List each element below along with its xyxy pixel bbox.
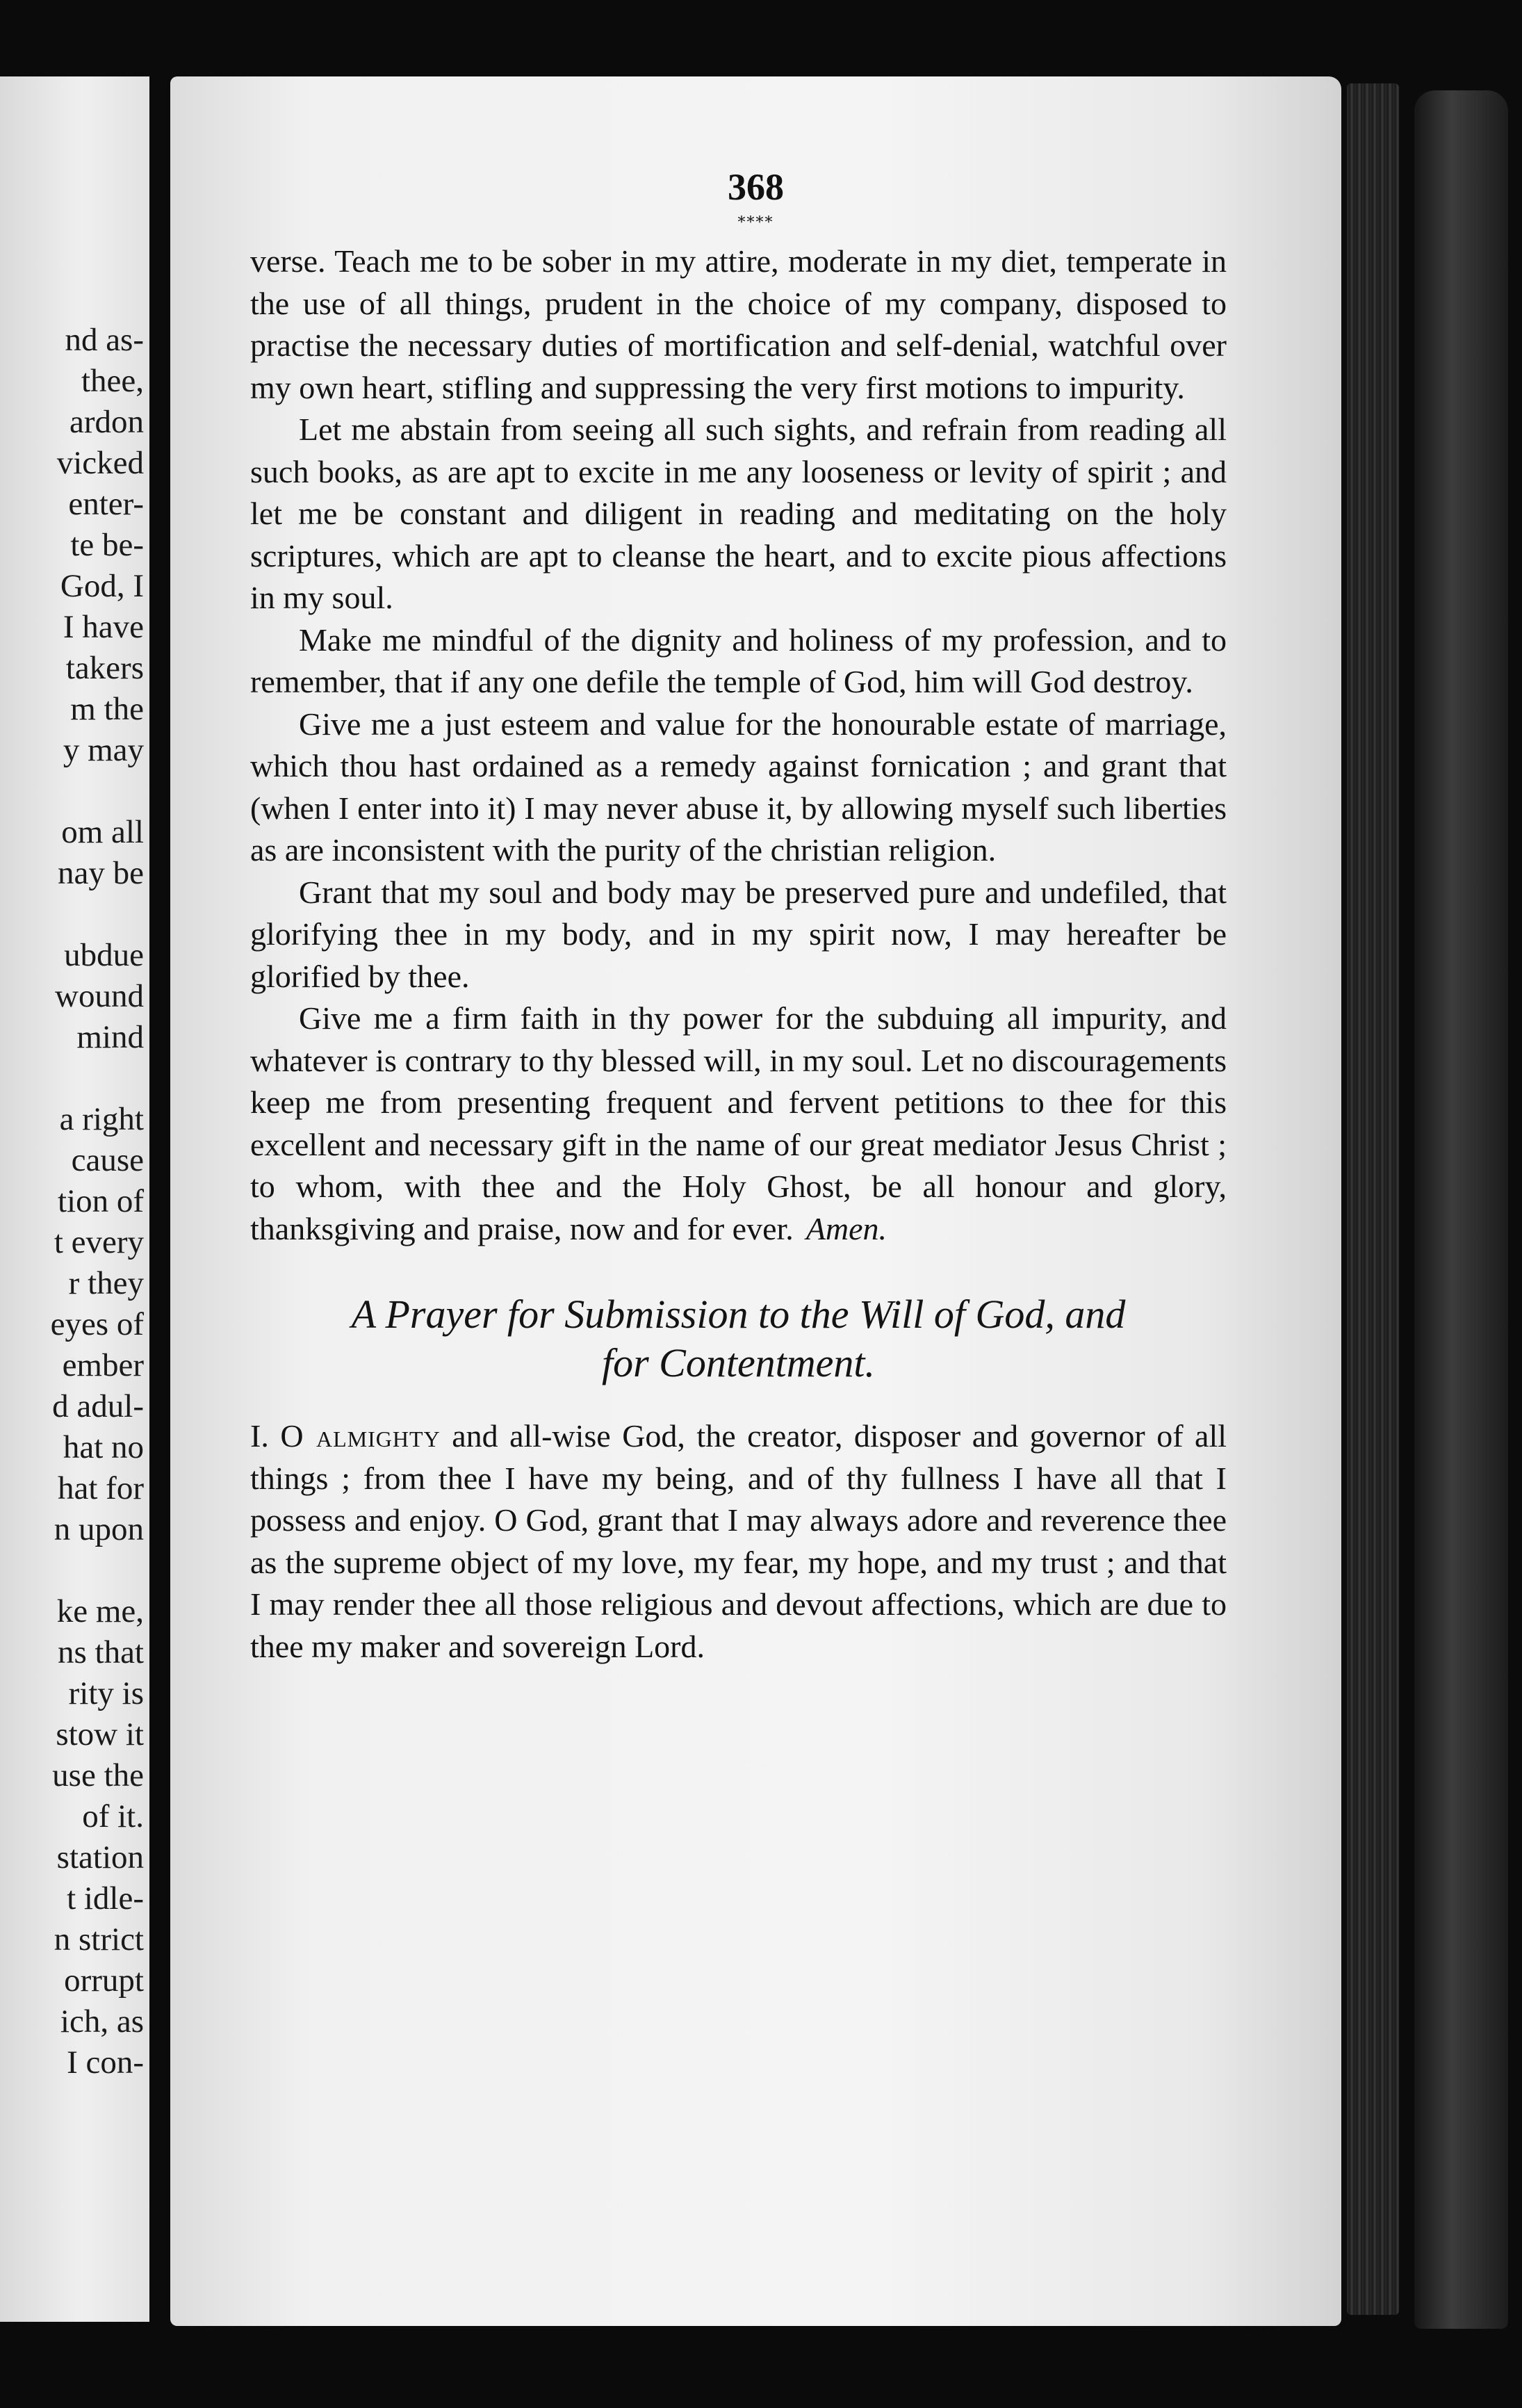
left-page-line (1, 894, 144, 935)
left-page-line: stow it (56, 1716, 144, 1752)
left-page-line: nd as- (65, 322, 144, 358)
page-ornament: **** (737, 214, 774, 231)
left-page-line: I con- (67, 2044, 144, 2081)
left-page-line (1, 1058, 144, 1099)
heading-line-1: A Prayer for Submission to the Will of God, and (351, 1292, 1126, 1337)
left-page-line: God, I (60, 568, 144, 604)
prayer-paragraph (250, 1415, 1227, 1668)
left-page-line: cause (71, 1142, 144, 1178)
left-page-line: m the (70, 691, 144, 727)
left-page-line: I have (63, 609, 144, 645)
left-page-line: r they (68, 1265, 144, 1301)
left-page-line: d adul- (52, 1388, 144, 1424)
left-page-line: use the (52, 1757, 144, 1793)
page-number: 368 (728, 166, 784, 208)
left-page-line: ns that (57, 1634, 144, 1670)
left-page-line: eyes of (50, 1306, 144, 1342)
left-page-line: station (56, 1839, 144, 1876)
left-page-line: t idle- (67, 1880, 144, 1917)
left-page-line: ke me, (56, 1593, 144, 1629)
left-page-line: wound (55, 978, 144, 1014)
section-heading (250, 1290, 1227, 1388)
left-page-line (1, 771, 144, 812)
prayer-text: and all-wise God, the creator, disposer and governor of all things ; from thee I have my being, and of thy fullness I have all that I possess and enjoy. O God, grant that I may always adore and reverence thee as the supreme object of my love, my fear, my hope, and my trust ; and that I may render thee all those religious and devout affections, which are due to thee my maker and sovereign Lord. (250, 1418, 1227, 1664)
paragraph: Grant that my soul and body may be preserved pure and undefiled, that glorifying thee in my body, and in my spirit now, I may hereafter be glorified by thee. (250, 874, 1227, 994)
left-page-line: thee, (81, 363, 144, 399)
left-page-line: hat no (63, 1429, 144, 1465)
paragraph: Make me mindful of the dignity and holiness of my profession, and to remember, that if any one defile the temple of God, him will God destroy. (250, 621, 1227, 699)
paragraph: Let me abstain from seeing all such sights, and refrain from reading all such books, as are apt to excite in me any looseness or levity of spirit ; and let me be constant and diligent in reading and meditating on the holy scriptures, which are apt to cleanse the heart, and to excite pious affections in my soul. (250, 412, 1227, 615)
left-page-line: mind (76, 1019, 144, 1055)
left-page-line: ember (62, 1347, 144, 1383)
left-page-line: orrupt (64, 1962, 144, 1999)
left-page-line (1, 1550, 144, 1591)
left-page-line: te be- (70, 527, 144, 563)
left-page-line: of it. (82, 1798, 144, 1835)
left-page-line: n upon (54, 1511, 144, 1547)
book-cover-edge (1414, 90, 1508, 2329)
prayer-numeral: I. (250, 1418, 269, 1454)
left-page-text (1, 320, 144, 2083)
left-page-fragment (0, 76, 154, 2322)
left-page-line: om all (61, 814, 144, 850)
page-edges (1347, 83, 1399, 2315)
paragraph: verse. Teach me to be sober in my attire, moderate in my diet, temperate in the use of all things, prudent in the choice of my company, disposed to practise the necessary duties of mortification and self-denial, watchful over my own heart, stifling and suppressing the very first motions to impurity. (250, 243, 1227, 405)
heading-line-2: for Contentment. (601, 1340, 876, 1385)
prayer-opening: O almighty (280, 1418, 441, 1454)
left-page-line: t every (54, 1224, 144, 1260)
left-page-line: a right (59, 1101, 144, 1137)
closing-paragraph (250, 998, 1227, 1250)
left-page-line: rity is (68, 1675, 144, 1711)
left-page-line: tion of (57, 1183, 144, 1219)
left-page-line: ubdue (64, 937, 144, 973)
amen-word: Amen. (805, 1210, 887, 1246)
left-page-line: vicked (56, 445, 144, 481)
left-page-line: takers (65, 650, 144, 686)
left-page-line: ardon (69, 404, 144, 440)
left-page-line: nay be (58, 855, 144, 891)
book-page (170, 76, 1341, 2326)
left-page-line: y may (63, 732, 144, 768)
left-page-line: ich, as (60, 2003, 144, 2040)
paragraph: Give me a just esteem and value for the honourable estate of marriage, which thou hast ordained as a remedy against fornication ; and grant that (when I enter into it) I may never abuse it, by allowing myself such liberties as are inconsistent with the purity of the christian religion. (250, 706, 1227, 868)
page-body (250, 241, 1227, 1668)
paragraph-text: Give me a firm faith in thy power for the subduing all impurity, and whatever is contrary to thy blessed will, in my soul. Let no discouragements keep me from presenting frequent and fervent petitions to thee for this excellent and necessary gift in the name of our great mediator Jesus Christ ; to whom, with thee and the Holy Ghost, be all honour and glory, thanksgiving and praise, now and for ever. (250, 1000, 1227, 1246)
left-page-line: n strict (54, 1921, 144, 1958)
left-page-line: hat for (58, 1470, 144, 1506)
left-page-line: enter- (68, 486, 144, 522)
